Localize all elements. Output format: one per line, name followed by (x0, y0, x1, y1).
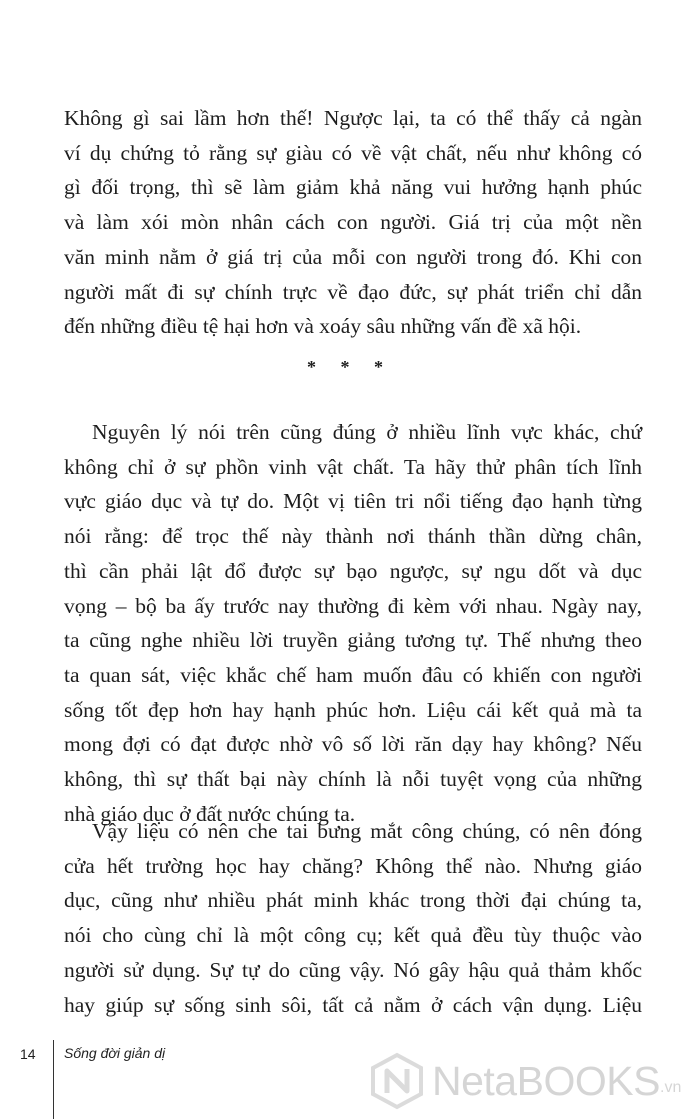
text-line: sống tốt đẹp hơn hay hạnh phúc hơn. Liệu cái kết quả mà ta (64, 697, 642, 722)
netabooks-logo-icon (368, 1052, 426, 1110)
text-line: thì cần phải lật đổ được sự bạo ngược, sự ngu dốt và dục (64, 558, 642, 583)
watermark-brand: NetaBOOKS (432, 1058, 660, 1104)
text-line: người mất đi sự chính trực về đạo đức, sự phát triển chỉ dẫn (64, 279, 642, 304)
text-line: dục, cũng như nhiều phát minh khác trong thời đại chúng ta, (64, 888, 642, 913)
running-title: Sống đời giản dị (64, 1045, 166, 1061)
text-line: hay giúp sự sống sinh sôi, tất cả nằm ở cách vận dụng. Liệu (64, 992, 642, 1017)
text-line: cửa hết trường học hay chăng? Không thể nào. Nhưng giáo (64, 853, 642, 878)
text-line: không chỉ ở sự phồn vinh vật chất. Ta hãy thử phân tích lĩnh (64, 454, 642, 479)
text-line: ta quan sát, việc khắc chế ham muốn đâu có khiến con người (64, 662, 642, 687)
text-line: đến những điều tệ hại hơn và xoáy sâu những vấn đề xã hội. (64, 314, 582, 339)
paragraph-3 (64, 814, 642, 1022)
text-line: vực giáo dục và tự do. Một vị tiên tri nổi tiếng đạo hạnh từng (64, 489, 642, 514)
text-line: gì đối trọng, thì sẽ làm giảm khả năng vui hưởng hạnh phúc (64, 175, 642, 200)
watermark (368, 1052, 698, 1112)
text-line: Không gì sai lầm hơn thế! Ngược lại, ta có thể thấy cả ngàn (64, 106, 642, 130)
paragraph-1 (64, 101, 642, 344)
text-line: người sử dụng. Sự tự do cũng vậy. Nó gây hậu quả thảm khốc (64, 957, 642, 982)
text-line: không, thì sự thất bại này chính là nỗi tuyệt vọng của những (64, 767, 642, 792)
watermark-suffix: .vn (660, 1079, 682, 1096)
text-line: nói rằng: để trọc thế này thành nơi thánh thần dừng chân, (64, 524, 642, 549)
text-line: và làm xói mòn nhân cách con người. Giá trị của một nền (64, 210, 642, 235)
text-line: Nguyên lý nói trên cũng đúng ở nhiều lĩnh vực khác, chứ (92, 420, 642, 444)
text-line: nói cho cùng chỉ là một công cụ; kết quả đều tùy thuộc vào (64, 923, 642, 948)
text-line: mong đợi có đạt được nhờ vô số lời răn dạy hay không? Nếu (64, 732, 642, 757)
text-line: ví dụ chứng tỏ rằng sự giàu có về vật chất, nếu như không có (64, 140, 642, 165)
text-line: vọng – bộ ba ấy trước nay thường đi kèm với nhau. Ngày nay, (64, 593, 642, 618)
section-separator: * * * (307, 357, 393, 377)
text-line: nhà giáo dục ở đất nước chúng ta. (64, 801, 356, 826)
text-line: văn minh nằm ở giá trị của mỗi con người trong đó. Khi con (64, 244, 642, 269)
paragraph-2 (64, 415, 642, 831)
page-number: 14 (20, 1046, 36, 1062)
footer-divider (53, 1040, 54, 1119)
text-line: Vậy liệu có nên che tai bưng mắt công chúng, có nên đóng (92, 819, 642, 843)
page-footer (0, 1040, 700, 1119)
text-line: ta cũng nghe nhiều lời truyền giảng tương tự. Thế nhưng theo (64, 628, 642, 653)
